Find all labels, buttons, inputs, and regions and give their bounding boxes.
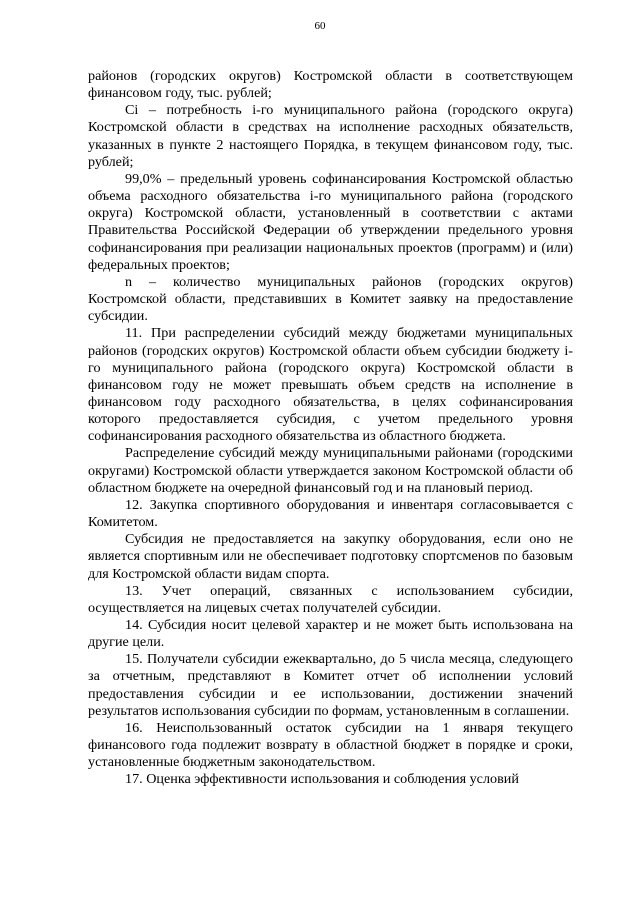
paragraph-12: 12. Закупка спортивного оборудования и инвентаря согласовывается с Комитетом.: [88, 496, 573, 531]
page-number: 60: [314, 20, 326, 32]
paragraph-11-distribution: Распределение субсидий между муниципальными районами (городскими округами) Костромской области утверждается законом Костромской области об областном бюджете на очередной финансовый год и на плановый период.: [88, 445, 573, 496]
paragraph-16: 16. Неиспользованный остаток субсидии на 1 января текущего финансового года подлежит возврату в областной бюджет в порядке и сроки, установленные бюджетным законодательством.: [88, 719, 573, 771]
paragraph-n-definition: n – количество муниципальных районов (городских округов) Костромской области, представивших в Комитет заявку на предоставление субсидии.: [88, 273, 573, 325]
paragraph-cofinancing-level: 99,0% – предельный уровень софинансирования Костромской областью объема расходного обязательства i-го муниципального района (городского округа) Костромской области, установленный в соответствии с актами Правительства Российской Федерации об утверждении предельного уровня софинансирования при реализации национальных проектов (программ) и (или) федеральных проектов;: [88, 170, 573, 273]
paragraph-15: 15. Получатели субсидии ежеквартально, до 5 числа месяца, следующего за отчетным, представляют в Комитет отчет об исполнении условий предоставления субсидии и ее использовании, достижении значений результатов использования субсидии по формам, установленным в соглашении.: [88, 651, 573, 719]
paragraph-12-restriction: Субсидия не предоставляется на закупку оборудования, если оно не является спортивным или не обеспечивает подготовку спортсменов по базовым для Костромской области видам спорта.: [88, 531, 573, 582]
paragraph-ci-definition: Ci – потребность i-го муниципального района (городского округа) Костромской области в средствах на исполнение расходных обязательств, указанных в пункте 2 настоящего Порядка, в текущем финансовом году, тыс. рублей;: [88, 102, 573, 170]
paragraph-17: 17. Оценка эффективности использования и соблюдения условий: [125, 771, 519, 788]
paragraph-13: 13. Учет операций, связанных с использованием субсидии, осуществляется на лицевых счетах получателей субсидии.: [88, 582, 573, 616]
document-body: [88, 68, 573, 789]
paragraph-continuation: районов (городских округов) Костромской области в соответствующем финансовом году, тыс. рублей;: [88, 68, 573, 102]
paragraph-14: 14. Субсидия носит целевой характер и не может быть использована на другие цели.: [88, 617, 573, 651]
paragraph-11: 11. При распределении субсидий между бюджетами муниципальных районов (городских округов) Костромской области объем субсидии бюджету i-го муниципального района (городского округа) Костромской области в финансовом году не может превышать объем средств на исполнение в финансовом году расходного обязательства, в целях софинансирования которого предоставляется субсидия, с учетом предельного уровня софинансирования расходного обязательства из областного бюджета.: [88, 325, 573, 445]
